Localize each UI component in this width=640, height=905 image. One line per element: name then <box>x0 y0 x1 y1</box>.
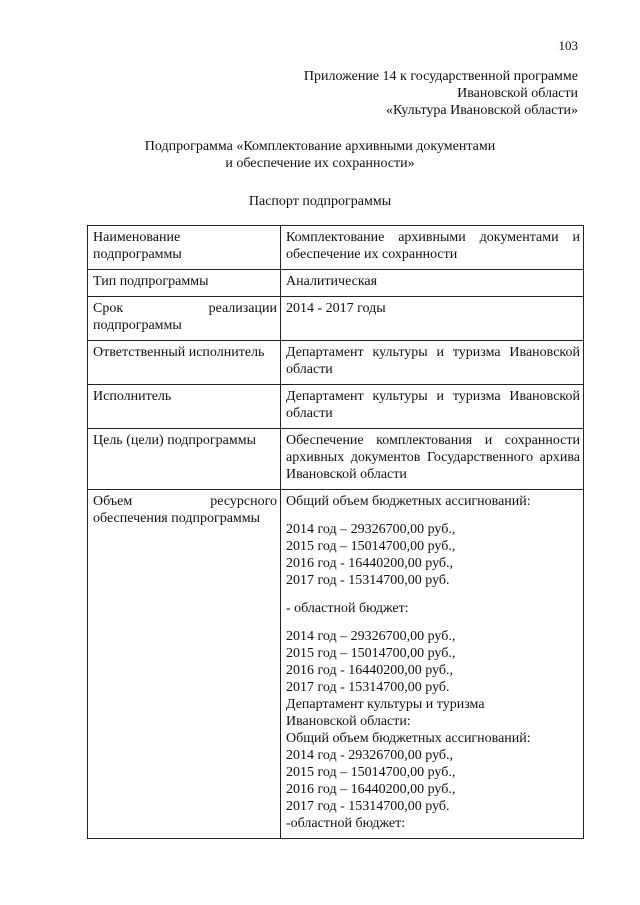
funding-year-line: 2017 год - 15314700,00 руб. <box>286 680 450 695</box>
table-row <box>88 226 584 270</box>
funding-year-line: 2014 год – 29326700,00 руб., <box>286 522 456 537</box>
label-line: подпрограммы <box>93 318 182 333</box>
subprogram-title <box>0 138 640 172</box>
row-value: Обеспечение комплектования и сохранности архивных документов Государственного архива Ивановской области <box>281 429 584 490</box>
dept-line: Департамент культуры и туризма <box>286 697 485 712</box>
row-label: Исполнитель <box>88 385 281 429</box>
funding-year-line: 2015 год – 15014700,00 руб., <box>286 646 456 661</box>
row-value: Департамент культуры и туризма Ивановской области <box>281 385 584 429</box>
table-row <box>88 270 584 297</box>
row-value: Комплектование архивными документами и обеспечение их сохранности <box>281 226 584 270</box>
row-label <box>88 226 281 270</box>
appendix-line: Ивановской области <box>457 86 578 101</box>
funding-year-line: 2014 год - 29326700,00 руб., <box>286 748 454 763</box>
dept-line: Ивановской области: <box>286 714 411 729</box>
row-value: 2014 - 2017 годы <box>281 297 584 341</box>
row-value: Аналитическая <box>281 270 584 297</box>
passport-table <box>87 225 584 839</box>
row-value: Департамент культуры и туризма Ивановской области <box>281 341 584 385</box>
funding-year-line: 2015 год – 15014700,00 руб., <box>286 765 456 780</box>
funding-total-header: Общий объем бюджетных ассигнований: <box>286 494 531 509</box>
dept-regional-header: -областной бюджет: <box>286 816 406 831</box>
appendix-note <box>218 68 578 119</box>
funding-regional-header: - областной бюджет: <box>286 601 409 616</box>
table-row <box>88 341 584 385</box>
subprogram-title-line: и обеспечение их сохранности» <box>225 156 415 171</box>
label-line: Объем ресурсного <box>93 494 277 509</box>
page-number: 103 <box>558 38 578 53</box>
funding-year-line: 2016 год - 16440200,00 руб., <box>286 663 454 678</box>
row-value <box>281 490 584 839</box>
appendix-line: Приложение 14 к государственной программе <box>303 69 578 84</box>
label-line: Срок реализации <box>93 301 277 316</box>
subprogram-title-line: Подпрограмма «Комплектование архивными документами <box>144 139 496 154</box>
table-row <box>88 429 584 490</box>
row-label: Цель (цели) подпрограммы <box>88 429 281 490</box>
table-row <box>88 490 584 839</box>
appendix-line: «Культура Ивановской области» <box>385 103 578 118</box>
dept-total-header: Общий объем бюджетных ассигнований: <box>286 731 531 746</box>
funding-year-line: 2017 год - 15314700,00 руб. <box>286 573 450 588</box>
funding-year-line: 2017 год - 15314700,00 руб. <box>286 799 450 814</box>
funding-year-line: 2015 год – 15014700,00 руб., <box>286 539 456 554</box>
row-label <box>88 490 281 839</box>
funding-year-line: 2014 год – 29326700,00 руб., <box>286 629 456 644</box>
label-line: подпрограммы <box>93 247 182 262</box>
funding-year-line: 2016 год – 16440200,00 руб., <box>286 782 456 797</box>
passport-title: Паспорт подпрограммы <box>248 194 392 209</box>
funding-year-line: 2016 год - 16440200,00 руб., <box>286 556 454 571</box>
row-label: Ответственный исполнитель <box>88 341 281 385</box>
table-row <box>88 385 584 429</box>
row-label: Тип подпрограммы <box>88 270 281 297</box>
label-line: обеспечения подпрограммы <box>93 511 261 526</box>
table-row <box>88 297 584 341</box>
label-line: Наименование <box>93 230 181 245</box>
row-label <box>88 297 281 341</box>
